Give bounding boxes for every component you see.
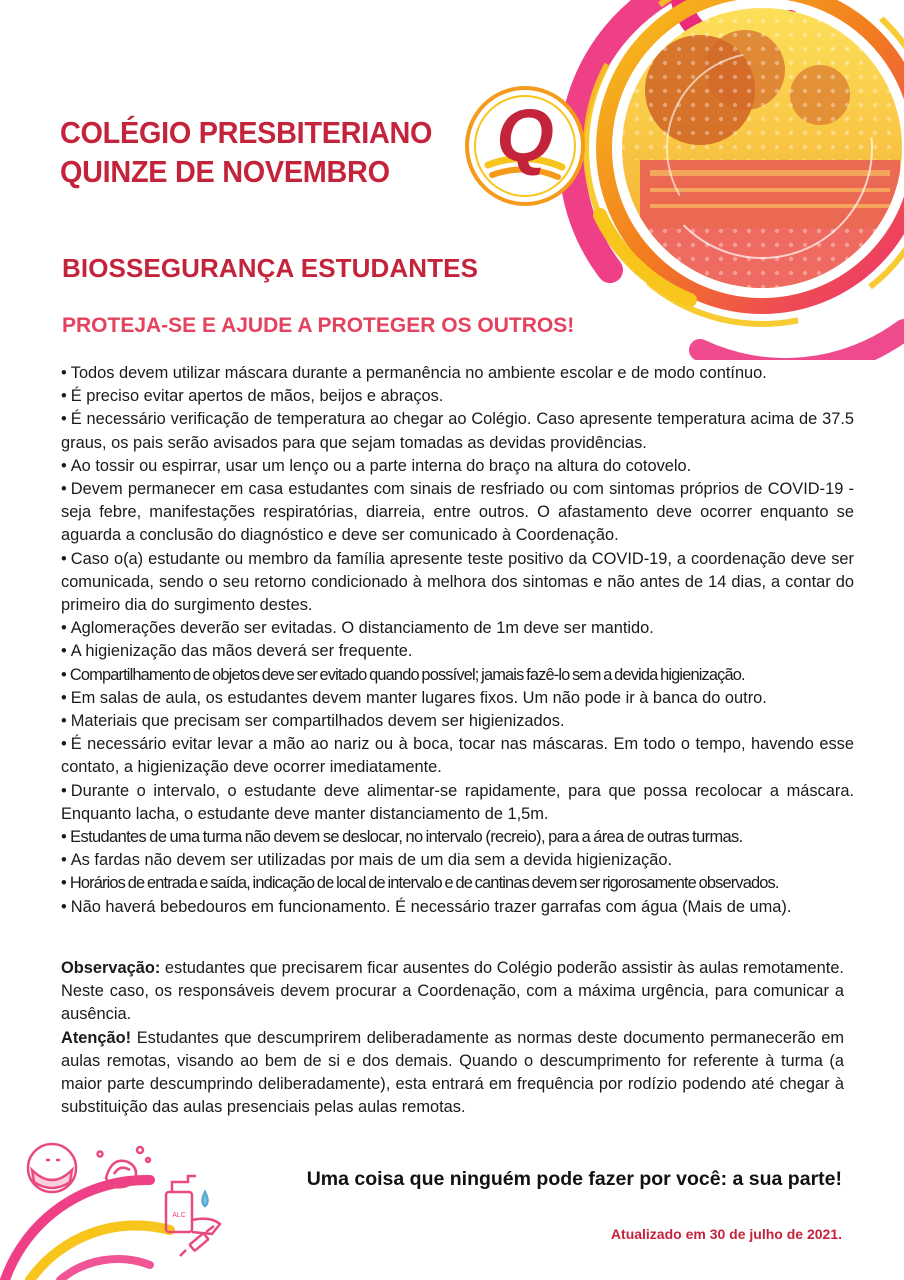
syringe-icon <box>180 1226 214 1256</box>
sanitizer-icon <box>166 1176 220 1234</box>
bullet: • <box>61 549 67 568</box>
bullet: • <box>61 480 67 499</box>
footer-decoration <box>0 1120 240 1280</box>
rule-item: • É necessário verificação de temperatura ao chegar ao Colégio. Caso apresente temperatura acima de 37.5 graus, os pais serão avisados para que sejam tomadas as devidas providências. <box>61 410 854 452</box>
observation-text: estudantes que precisarem ficar ausentes do Colégio poderão assistir às aulas remotamente. Neste caso, os responsáveis devem procurar a Coordenação, com a máxima urgência, para comunicar a ausência. <box>61 959 844 1024</box>
bullet: • <box>61 665 66 684</box>
rule-item: • É necessário evitar levar a mão ao nariz ou à boca, tocar nas máscaras. Em todo o tempo, havendo esse contato, a higienização deve ocorrer imediatamente. <box>61 735 854 777</box>
decorative-arc <box>60 1259 150 1280</box>
bullet: • <box>61 735 67 754</box>
rule-item: • Durante o intervalo, o estudante deve alimentar-se rapidamente, para que possa recolocar a máscara. Enquanto lacha, o estudante deve manter distanciamento de 1,5m. <box>61 781 854 823</box>
rules-list <box>61 362 854 919</box>
rule-item: • Ao tossir ou espirrar, usar um lenço ou a parte interna do braço na altura do cotovelo. <box>61 456 692 475</box>
school-name-line2: QUINZE DE NOVEMBRO <box>60 154 390 189</box>
document-subtitle: PROTEJA-SE E AJUDE A PROTEGER OS OUTROS! <box>62 314 575 337</box>
rule-item: • Materiais que precisam ser compartilhados devem ser higienizados. <box>61 712 565 731</box>
school-name <box>60 113 432 191</box>
rule-item: • Em salas de aula, os estudantes devem manter lugares fixos. Um não pode ir à banca do outro. <box>61 688 767 707</box>
attention-note <box>61 1027 844 1120</box>
logo-letter: Q <box>496 94 554 177</box>
rule-item: • Compartilhamento de objetos deve ser evitado quando possível; jamais fazê-lo sem a devida higienização. <box>61 665 745 684</box>
bullet: • <box>61 851 67 870</box>
school-logo <box>462 83 588 209</box>
observation-label: Observação: <box>61 959 161 977</box>
bullet: • <box>61 619 67 638</box>
bullet: • <box>61 828 67 847</box>
rule-item: • Estudantes de uma turma não devem se deslocar, no intervalo (recreio), para a área de outras turmas. <box>61 828 743 847</box>
notes <box>61 957 844 1119</box>
bullet: • <box>61 897 67 916</box>
bullet: • <box>61 456 67 475</box>
rule-item: • As fardas não devem ser utilizadas por mais de um dia sem a devida higienização. <box>61 851 673 870</box>
rule-item: • Não haverá bebedouros em funcionamento. É necessário trazer garrafas com água (Mais de uma). <box>61 897 792 916</box>
document-title: BIOSSEGURANÇA ESTUDANTES <box>62 253 479 283</box>
bullet: • <box>61 642 67 661</box>
observation-note <box>61 957 844 1027</box>
rule-item: • É preciso evitar apertos de mãos, beijos e abraços. <box>61 387 444 406</box>
rule-item: • A higienização das mãos deverá ser frequente. <box>61 642 413 661</box>
bullet: • <box>61 688 67 707</box>
school-name-line1: COLÉGIO PRESBITERIANO <box>60 115 433 150</box>
slogan: Uma coisa que ninguém pode fazer por você: a sua parte! <box>306 1168 842 1190</box>
bullet: • <box>61 781 67 800</box>
rule-item: • Devem permanecer em casa estudantes com sinais de resfriado ou com sintomas próprios de COVID-19 - seja febre, manifestações respiratórias, diarreia, entre outros. O afastamento deve ocorrer enquanto se aguarda a conclusão do diagnóstico e deve ser comunicado à Coordenação. <box>61 480 854 545</box>
attention-text: Estudantes que descumprirem deliberadamente as normas deste documento permanecerão em aulas remotas, visando ao bem de si e dos demais. Quando o descumprimento for referente à turma (a maior parte descumprindo deliberadamente), esta entrará em frequência por rodízio podendo até chegar à substituição das aulas presenciais pelas aulas remotas. <box>61 1028 844 1117</box>
sanitizer-label: ALC <box>172 1212 186 1219</box>
attention-label: Atenção! <box>61 1028 132 1047</box>
bullet: • <box>61 410 67 429</box>
bullet: • <box>61 712 67 731</box>
updated-date: Atualizado em 30 de julho de 2021. <box>610 1226 842 1242</box>
rule-item: • Horários de entrada e saída, indicação de local de intervalo e de cantinas devem ser rigorosamente observados. <box>61 874 779 893</box>
decorative-arc <box>30 1225 170 1280</box>
face-mask-icon <box>28 1144 76 1192</box>
bullet: • <box>61 364 67 382</box>
bullet: • <box>61 387 67 406</box>
rule-item: • Aglomerações deverão ser evitadas. O distanciamento de 1m deve ser mantido. <box>61 619 654 638</box>
rule-item: • Caso o(a) estudante ou membro da família apresente teste positivo da COVID-19, a coordenação deve ser comunicada, sendo o seu retorno condicionado à melhora dos sintomas e não antes de 14 dias, a contar do primeiro dia do surgimento destes. <box>61 549 854 615</box>
bullet: • <box>61 874 66 893</box>
rule-item: • Todos devem utilizar máscara durante a permanência no ambiente escolar e de modo contínuo. <box>61 364 767 382</box>
